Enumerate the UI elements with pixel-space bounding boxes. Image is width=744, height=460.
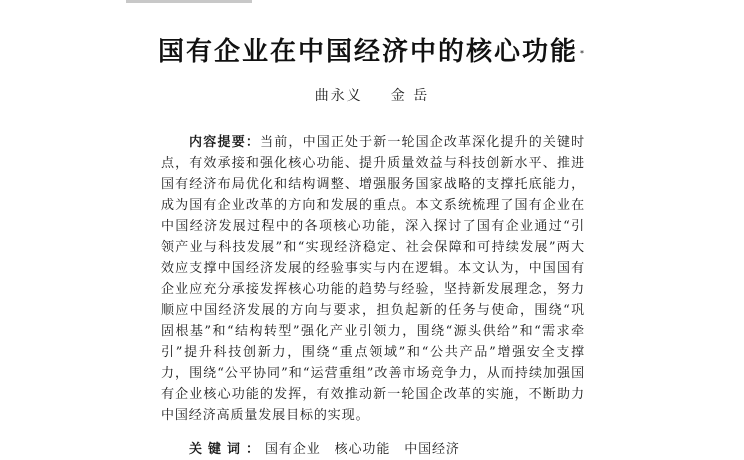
header-rule bbox=[126, 0, 252, 3]
paper-title bbox=[0, 34, 744, 70]
keyword: 国有企业 bbox=[265, 442, 321, 457]
keyword: 中国经济 bbox=[404, 442, 460, 457]
author-list bbox=[0, 86, 744, 106]
abstract-text: 当前，中国正处于新一轮国企改革深化提升的关键时点，有效承接和强化核心功能、提升质量效益与科技创新水平、推进国有经济布局优化和结构调整、增强服务国家战略的支撑托底能力，成为国有企业改革的方向和发展的重点。本文系统梳理了国有企业在中国经济发展过程中的各项核心功能，深入探讨了国有企业通过“引领产业与科技发展”和“实现经济稳定、社会保障和可持续发展”两大效应支撑中国经济发展的经验事实与内在逻辑。本文认为，中国国有企业应充分承接发挥核心功能的趋势与经验，坚持新发展理念，努力顺应中国经济发展的方向与要求，担负起新的任务与使命，围绕“巩固根基”和“结构转型”强化产业引领力，围绕“源头供给”和“需求牵引”提升科技创新力，围绕“重点领域”和“公共产品”增强安全支撑力，围绕“公平协同”和“运营重组”改善市场竞争力，从而持续加强国有企业核心功能的发挥，有效推动新一轮国企改革的实施，不断助力中国经济高质量发展目标的实现。 bbox=[161, 135, 585, 423]
author-name: 金 岳 bbox=[390, 88, 430, 104]
title-footnote-mark: * bbox=[580, 49, 586, 58]
abstract bbox=[161, 132, 585, 426]
keyword: 核心功能 bbox=[334, 442, 391, 457]
paper-title-text: 国有企业在中国经济中的核心功能 bbox=[157, 37, 578, 67]
abstract-label: 内容提要： bbox=[189, 135, 261, 150]
author-name: 曲永义 bbox=[314, 88, 363, 104]
keywords bbox=[161, 439, 585, 460]
keywords-label: 关键词： bbox=[189, 442, 266, 457]
